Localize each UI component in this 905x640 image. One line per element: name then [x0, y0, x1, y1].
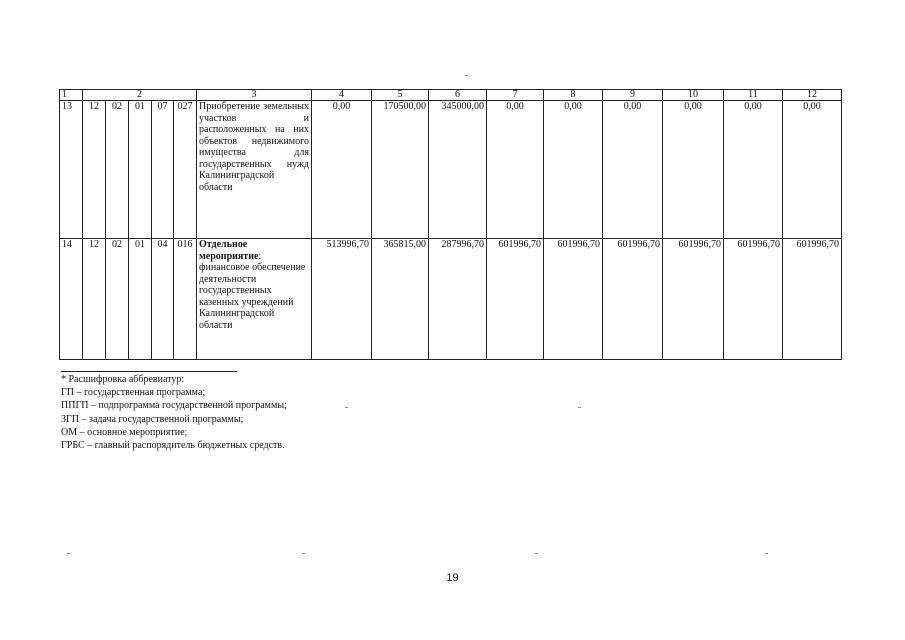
value-cell: 287996,70 — [429, 239, 487, 360]
description-rest: : финансовое обеспечение деятельности государственных казенных учреждений Калининградской области — [199, 250, 306, 331]
header-cell: 4 — [312, 90, 372, 101]
scan-speck — [535, 553, 538, 554]
value-cell: 601996,70 — [724, 239, 783, 360]
scan-speck — [302, 553, 305, 554]
header-cell: 2 — [83, 90, 197, 101]
table-row — [60, 101, 842, 239]
note-line: ППГП – подпрограмма государственной программы; — [61, 400, 287, 412]
note-line: ОМ – основное мероприятие; — [61, 426, 188, 438]
header-cell: 6 — [429, 90, 487, 101]
scan-speck — [578, 407, 581, 408]
code-cell: 02 — [106, 101, 129, 239]
code-cell: 04 — [152, 239, 174, 360]
code-cell: 12 — [83, 101, 106, 239]
header-cell: 11 — [724, 90, 783, 101]
header-cell: 12 — [783, 90, 842, 101]
value-cell: 365815,00 — [372, 239, 429, 360]
row-number: 14 — [60, 239, 83, 360]
note-line: ЗГП – задача государственной программы; — [61, 413, 244, 425]
note-line: ГП – государственная программа; — [61, 387, 206, 399]
code-cell: 07 — [152, 101, 174, 239]
scan-speck — [465, 75, 468, 76]
header-cell: 7 — [487, 90, 544, 101]
value-cell: 601996,70 — [544, 239, 603, 360]
value-cell: 601996,70 — [783, 239, 842, 360]
header-row — [60, 90, 842, 101]
value-cell: 345000,00 — [429, 101, 487, 239]
code-cell: 12 — [83, 239, 106, 360]
value-cell: 0,00 — [544, 101, 603, 239]
header-cell: 3 — [197, 90, 312, 101]
header-cell: 9 — [603, 90, 663, 101]
description-cell: Приобретение земельных участков и расположенных на них объектов недвижимого имущества для государственных нужд Калининградской области — [197, 101, 312, 239]
row-number: 13 — [60, 101, 83, 239]
value-cell: 601996,70 — [487, 239, 544, 360]
scan-speck — [345, 407, 348, 408]
scan-speck — [67, 553, 70, 554]
value-cell: 0,00 — [724, 101, 783, 239]
description-bold: Отдельное мероприятие — [199, 239, 259, 262]
value-cell: 0,00 — [603, 101, 663, 239]
notes-title: * Расшифровка аббревиатур: — [61, 374, 185, 385]
code-cell: 01 — [129, 101, 152, 239]
value-cell: 0,00 — [487, 101, 544, 239]
header-cell: 10 — [663, 90, 724, 101]
value-cell: 0,00 — [783, 101, 842, 239]
code-cell: 016 — [174, 239, 197, 360]
value-cell: 0,00 — [312, 101, 372, 239]
value-cell: 0,00 — [663, 101, 724, 239]
footnote-divider — [61, 371, 237, 372]
value-cell: 601996,70 — [603, 239, 663, 360]
code-cell: 027 — [174, 101, 197, 239]
header-cell: 5 — [372, 90, 429, 101]
code-cell: 02 — [106, 239, 129, 360]
budget-table — [59, 89, 842, 360]
table-row — [60, 239, 842, 360]
header-cell: 1 — [60, 90, 83, 101]
value-cell: 513996,70 — [312, 239, 372, 360]
value-cell: 601996,70 — [663, 239, 724, 360]
scan-speck — [765, 553, 768, 554]
code-cell: 01 — [129, 239, 152, 360]
abbreviations-notes — [61, 371, 287, 452]
description-cell — [197, 239, 312, 360]
note-line: ГРБС – главный распорядитель бюджетных средств. — [61, 440, 285, 452]
value-cell: 170500,00 — [372, 101, 429, 239]
page-number: 19 — [446, 572, 459, 584]
header-cell: 8 — [544, 90, 603, 101]
